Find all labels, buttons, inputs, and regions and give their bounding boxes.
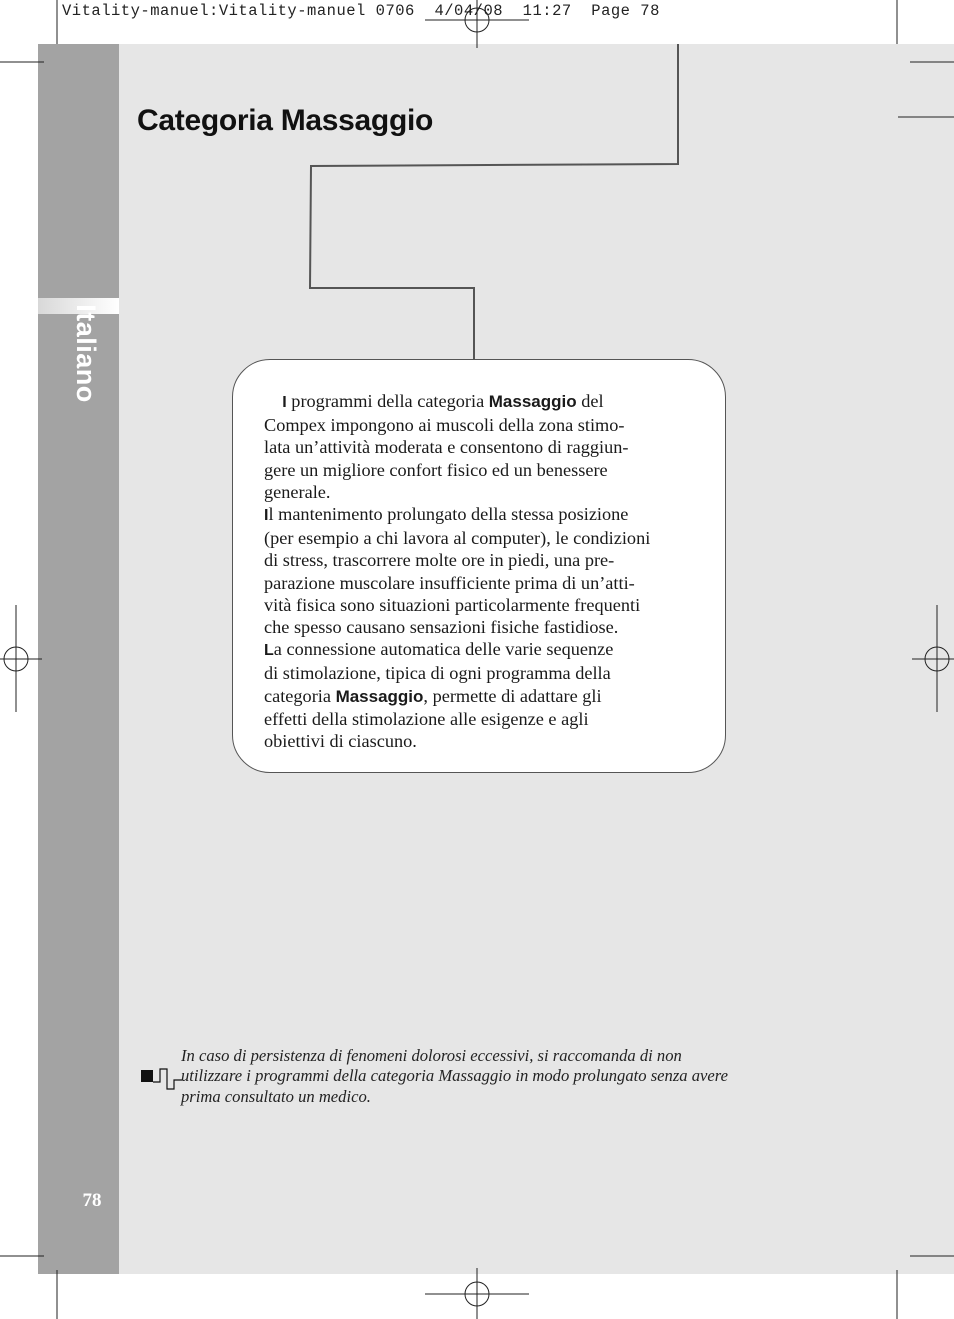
category-keyword: Massaggio	[488, 392, 577, 411]
text-line: vità fisica sono situazioni particolarmente frequenti	[264, 594, 641, 615]
note-line: utilizzare i programmi della categoria Massaggio in modo prolungato senza avere	[181, 1066, 728, 1086]
text-line: generale.	[264, 481, 331, 502]
drop-initial: I	[264, 507, 269, 525]
text-line: I programmi della categoria Massaggio del	[282, 391, 604, 411]
note-line: prima consultato un medico.	[181, 1086, 371, 1106]
text-line: La connessione automatica delle varie sequenze	[264, 639, 614, 660]
print-slug: Vitality-manuel:Vitality-manuel 0706 4/04/08 11:27 Page 78	[62, 2, 660, 20]
note-line: In caso di persistenza di fenomeni dolorosi eccessivi, si raccomanda di non	[181, 1046, 682, 1065]
text-line: gere un migliore confort fisico ed un benessere	[264, 459, 608, 480]
text-line: Compex impongono ai muscoli della zona stimo-	[264, 415, 625, 436]
category-keyword: Massaggio	[335, 686, 424, 706]
drop-initial: I	[282, 394, 287, 411]
page-number: 78	[82, 1190, 102, 1211]
text-line: che spesso causano sensazioni fisiche fastidiose.	[264, 617, 619, 638]
drop-initial: L	[264, 642, 274, 660]
text-line: categoria Massaggio, permette di adattare gli	[264, 685, 602, 706]
text-line: effetti della stimolazione alle esigenze e agli	[264, 708, 589, 729]
text-line: lata un’attività moderata e consentono di raggiun-	[264, 437, 629, 458]
text-line: di stress, trascorrere molte ore in piedi, una pre-	[264, 550, 615, 571]
text-line: obiettivi di ciascuno.	[264, 731, 417, 752]
text-line: di stimolazione, tipica di ogni programma della	[264, 663, 611, 684]
text-line: parazione muscolare insufficiente prima di un’atti-	[264, 572, 635, 593]
language-label-text: Italiano	[71, 303, 102, 403]
text-line: Il mantenimento prolungato della stessa posizione	[264, 504, 629, 525]
text-line: (per esempio a chi lavora al computer), le condizioni	[264, 528, 651, 549]
page-title: Categoria Massaggio	[137, 104, 434, 137]
